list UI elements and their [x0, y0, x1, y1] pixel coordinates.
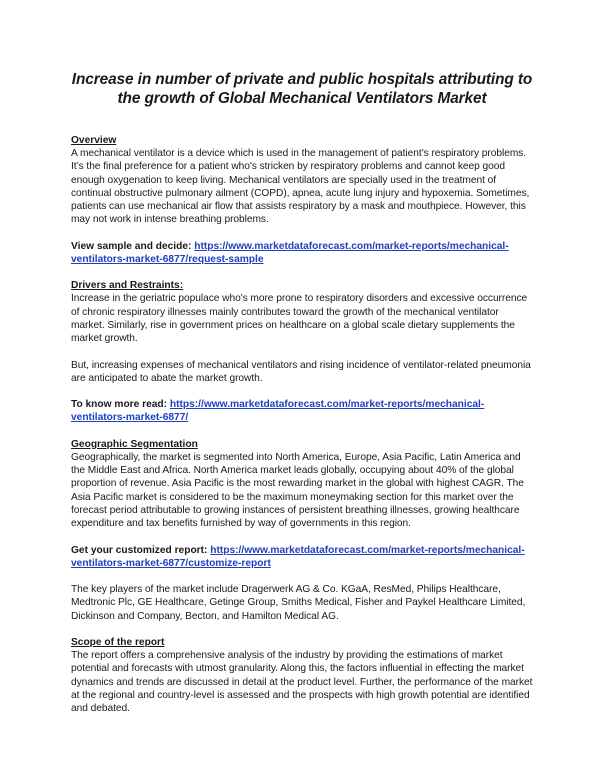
- restraints-paragraph: But, increasing expenses of mechanical ventilators and rising incidence of ventilator-related pneumonia are anticipated to abate the market growth.: [71, 359, 531, 384]
- scope-heading: Scope of the report: [71, 637, 165, 649]
- custom-link[interactable]: https://www.marketdataforecast.com/market-reports/mechanical-ventilators-market-6877/customize-report: [71, 544, 525, 569]
- more-link[interactable]: https://www.marketdataforecast.com/market-reports/mechanical-ventilators-market-6877/: [71, 399, 485, 424]
- sample-link-line: [71, 240, 533, 267]
- overview-paragraph: A mechanical ventilator is a device which is used in the management of patient’s respiratory problems. It’s the final preference for a patient who's stricken by respiratory problems and cannot keep good enough oxygenation to keep living. Mechanical ventilators are specially used in the treatment of continual obstructive pulmonary ailment (COPD), apnea, acute lung injury and hypoxemia. Sometimes, patients can use mechanical air flow that assists respiratory by a mask and mouthpiece. However, this may not work in intense breathing problems.: [71, 148, 530, 226]
- geo-heading: Geographic Segmentation: [71, 438, 198, 450]
- players-paragraph: The key players of the market include Dragerwerk AG & Co. KGaA, ResMed, Philips Healthcare, Medtronic Plc, GE Healthcare, Getinge Group, Smiths Medical, Fisher and Paykel Healthcare Limited, Dickinson and Company, Becton, and Hamilton Medical AG.: [71, 584, 526, 622]
- scope-paragraph: The report offers a comprehensive analysis of the industry by providing the estimations of market potential and forecasts with utmost granularity. Along this, the factors influential in effecting the market dynamics and trends are discussed in detail at the product level. Further, the performance of the market at the regional and country-level is assessed and the prospects with high growth potential are identified and debated.: [71, 650, 533, 715]
- geo-paragraph: Geographically, the market is segmented into North America, Europe, Asia Pacific, Latin America and the Middle East and Africa. North America market leads globally, occupying about 40% of the global proportion of revenue. Asia Pacific is the most rewarding market in the global with highest CAGR. The Asia Pacific market is considered to be the maximum moneymaking section for this market over the forecast period attributable to growing instances of persistent breathing illnesses, growing healthcare expenditure and tax benefits furnished by way of governments in this region.: [71, 451, 524, 530]
- drivers-paragraph: Increase in the geriatric populace who's more prone to respiratory disorders and excessive occurrence of chronic respiratory illnesses mainly contributes toward the growth of the mechanical ventilator market. Similarly, rise in government prices on healthcare on a global scale dietary supplements the market growth.: [71, 293, 528, 345]
- drivers-heading: Drivers and Restraints:: [71, 280, 184, 292]
- custom-link-label: Get your customized report:: [71, 544, 211, 556]
- document-title: Increase in number of private and public hospitals attributing to the growth of Global Mechanical Ventilators Market: [71, 71, 533, 107]
- document-page: [71, 70, 533, 716]
- custom-link-line: [71, 544, 533, 571]
- sample-link[interactable]: https://www.marketdataforecast.com/market-reports/mechanical-ventilators-market-6877/request-sample: [71, 240, 509, 266]
- overview-heading: Overview: [71, 135, 117, 146]
- more-link-line: [71, 398, 533, 425]
- sample-link-label: View sample and decide:: [71, 240, 195, 252]
- more-link-label: To know more read:: [71, 399, 170, 411]
